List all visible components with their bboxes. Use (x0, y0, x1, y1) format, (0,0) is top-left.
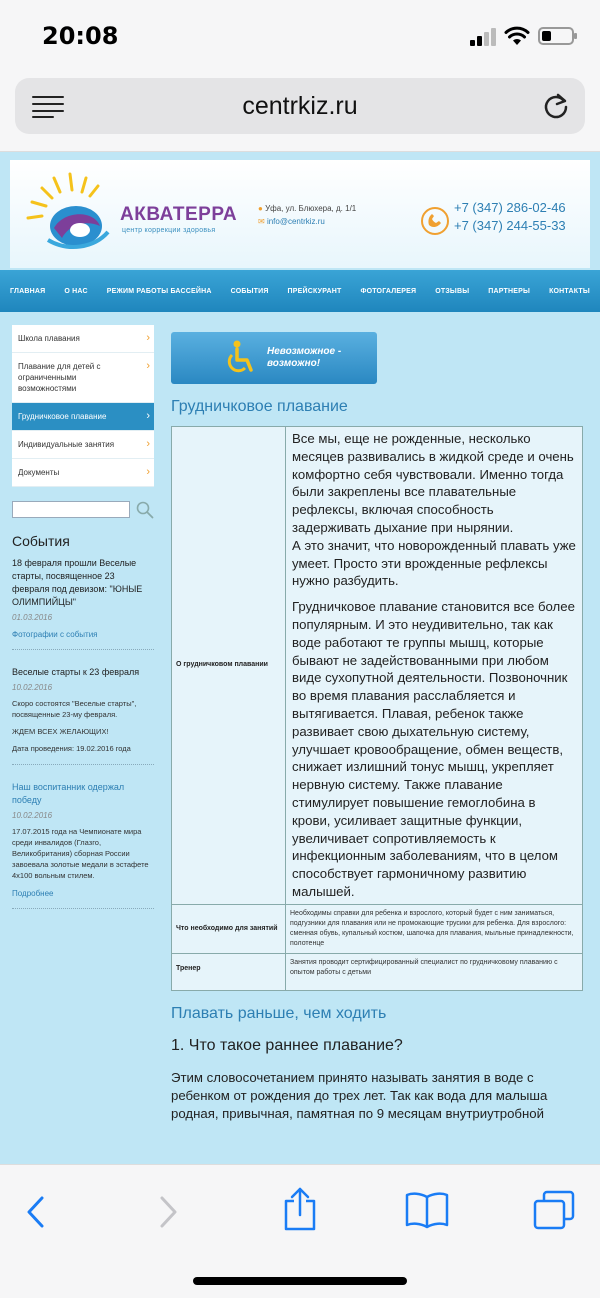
clock: 20:08 (42, 22, 119, 50)
divider (12, 908, 154, 909)
sidebar-item-label: Документы (18, 468, 60, 477)
sidebar-item-label: Плавание для детей с ограниченными возможностями (18, 362, 101, 393)
side-menu (12, 325, 154, 487)
event-title-link[interactable]: Наш воспитанник одержал победу (12, 782, 125, 805)
row-content: Занятия проводит сертифицированный специалист по грудничковому плаванию с опытом работы с детьми (286, 953, 583, 990)
event-text: Скоро состоятся "Веселые старты", посвященные 23-му февраля. (12, 699, 137, 719)
battery-icon (538, 27, 574, 45)
search-icon[interactable] (136, 501, 154, 519)
paragraph-text: А это значит, что новорожденный плавать уже умеет. Просто эти врожденные рефлексы нужно разбудить. (292, 537, 576, 589)
nav-contacts[interactable]: КОНТАКТЫ (549, 287, 590, 295)
table-row (172, 904, 583, 953)
events-heading: События (12, 533, 70, 549)
paragraph: Этим словосочетанием принято называть занятия в воде с ребенком от рождения до трех лет. Так как вода для малыша родная, привычная, памятная по 9 месяцам внутриутробной (171, 1069, 548, 1121)
event-text: 17.07.2015 года на Чемпионате мира среди инвалидов (Глазго, Великобритания) сборная России завоевала золотые медали в эстафете 4х100 вольным стилем. (12, 827, 149, 880)
nav-schedule[interactable]: РЕЖИМ РАБОТЫ БАССЕЙНА (106, 287, 212, 295)
url-text[interactable]: centrkiz.ru (242, 92, 358, 120)
browser-toolbar (0, 1164, 600, 1298)
nav-partners[interactable]: ПАРТНЕРЫ (488, 287, 531, 295)
wifi-icon (504, 26, 530, 46)
info-table (171, 426, 583, 991)
banner-text: Невозможное - возможно! (267, 346, 342, 369)
paragraph: Грудничковое плавание становится все более популярным. И это неудивительно, так как воде работают те группы мышц, которые бывают не задействованными при любом виде сухопутной деятельности. Позвоночник во время плавания расслабляется и вытягивается. Плавая, ребенок также развивает свою дыхательную систему, улучшает кровообращение, обмен веществ, снижает излишний тонус мышц, укрепляет нервную систему. Также плавание стимулирует повышение гемоглобина в крови, усиливает защитные функции, увеличивает сопротивляемость к инфекционным заболеваниям, что в целом способствует гармоничному развитию малышей. (292, 599, 575, 899)
divider (12, 649, 154, 650)
address-bar[interactable] (15, 78, 585, 134)
chevron-right-icon: › (146, 410, 150, 422)
brand-tagline: центр коррекции здоровья (122, 227, 216, 234)
email[interactable] (258, 217, 325, 226)
paragraph-text: Все мы, еще не рожденные, несколько месяцев развивались в жидкой среде и очень комфортно себя чувствовали. Именно тогда были закреплены все плавательные рефлексы, включая способность задерживать дыхание при нырянии. (292, 431, 574, 535)
nav-home[interactable]: ГЛАВНАЯ (10, 287, 46, 295)
event-date: 10.02.2016 (12, 683, 53, 692)
reload-icon[interactable] (542, 92, 570, 120)
share-icon[interactable] (282, 1187, 318, 1231)
paragraph (292, 430, 576, 590)
section-heading: Плавать раньше, чем ходить (171, 1004, 387, 1022)
sidebar (12, 325, 154, 909)
browser-address-area (0, 70, 600, 152)
nav-prices[interactable]: ПРЕЙСКУРАНТ (287, 287, 342, 295)
chevron-right-icon: › (146, 360, 150, 372)
accessibility-banner[interactable] (171, 332, 377, 384)
nav-reviews[interactable]: ОТЗЫВЫ (435, 287, 470, 295)
phone-icon (420, 206, 450, 236)
address (258, 204, 356, 213)
event-title: Веселые старты к 23 февраля (12, 667, 140, 677)
main-nav (0, 270, 600, 312)
nav-gallery[interactable]: ФОТОГАЛЕРЕЯ (360, 287, 417, 295)
wheelchair-icon (223, 340, 257, 376)
web-page (0, 152, 600, 1164)
divider (12, 764, 154, 765)
sidebar-item-individual[interactable] (12, 431, 154, 459)
event-date: 10.02.2016 (12, 811, 53, 820)
sidebar-item-label: Школа плавания (18, 334, 80, 343)
sidebar-item-documents[interactable] (12, 459, 154, 487)
read-more-link[interactable]: Подробнее (12, 889, 54, 898)
aquaterra-logo[interactable] (24, 170, 116, 260)
sidebar-item-special-needs[interactable] (12, 353, 154, 403)
event-date: 01.03.2016 (12, 613, 53, 622)
row-label: Что необходимо для занятий (172, 904, 286, 953)
email-text[interactable]: info@centrkiz.ru (266, 217, 325, 226)
chevron-right-icon: › (146, 438, 150, 450)
event-item (12, 666, 154, 754)
location-icon: ● (258, 204, 266, 213)
page-title: Грудничковое плавание (171, 398, 348, 415)
back-icon[interactable] (24, 1195, 46, 1229)
bookmarks-icon[interactable] (404, 1191, 450, 1229)
row-label: О грудничковом плавании (172, 427, 286, 905)
subsection-heading: 1. Что такое раннее плавание? (171, 1036, 403, 1054)
event-item (12, 781, 154, 898)
status-bar (0, 0, 600, 70)
cellular-signal-icon (470, 28, 496, 46)
table-row (172, 953, 583, 990)
sidebar-item-infant-swimming[interactable] (12, 403, 154, 431)
event-photos-link[interactable]: Фотографии с события (12, 630, 98, 639)
site-search (12, 501, 154, 519)
event-item (12, 557, 154, 639)
event-text: ЖДЕМ ВСЕХ ЖЕЛАЮЩИХ! (12, 727, 109, 736)
sidebar-item-label: Грудничковое плавание (18, 412, 107, 421)
search-input[interactable] (12, 501, 130, 518)
row-content (286, 427, 583, 905)
chevron-right-icon: › (146, 332, 150, 344)
table-row (172, 427, 583, 905)
home-indicator (193, 1277, 407, 1285)
event-title: 18 февраля прошли Веселые старты, посвященное 23 февраля под девизом: "ЮНЫЕ ОЛИМПИЙЦЫ" (12, 558, 143, 607)
row-content: Необходимы справки для ребенка и взрослого, который будет с ним заниматься, подгузники для плавания или не промокающие трусики для ребенка. Для взрослого: сменная обувь, купальный костюм, шапочка для плавания, мыльные принадлежности, полотенце (286, 904, 583, 953)
phone-number-2[interactable]: +7 (347) 244-55-33 (454, 218, 566, 233)
brand-name: АКВАТЕРРА (120, 204, 238, 225)
site-header (10, 160, 590, 268)
sidebar-item-swim-school[interactable] (12, 325, 154, 353)
event-text: Дата проведения: 19.02.2016 года (12, 744, 131, 753)
row-label: Тренер (172, 953, 286, 990)
phone-number-1[interactable]: +7 (347) 286-02-46 (454, 200, 566, 215)
main-content (171, 332, 583, 1123)
chevron-right-icon: › (146, 466, 150, 478)
tabs-icon[interactable] (532, 1189, 576, 1231)
sidebar-item-label: Индивидуальные занятия (18, 440, 115, 449)
forward-icon[interactable] (158, 1195, 180, 1229)
address-text: Уфа, ул. Блюхера, д. 1/1 (265, 204, 357, 213)
nav-events[interactable]: СОБЫТИЯ (230, 287, 269, 295)
mail-icon: ✉ (258, 217, 267, 226)
nav-about[interactable]: О НАС (64, 287, 88, 295)
